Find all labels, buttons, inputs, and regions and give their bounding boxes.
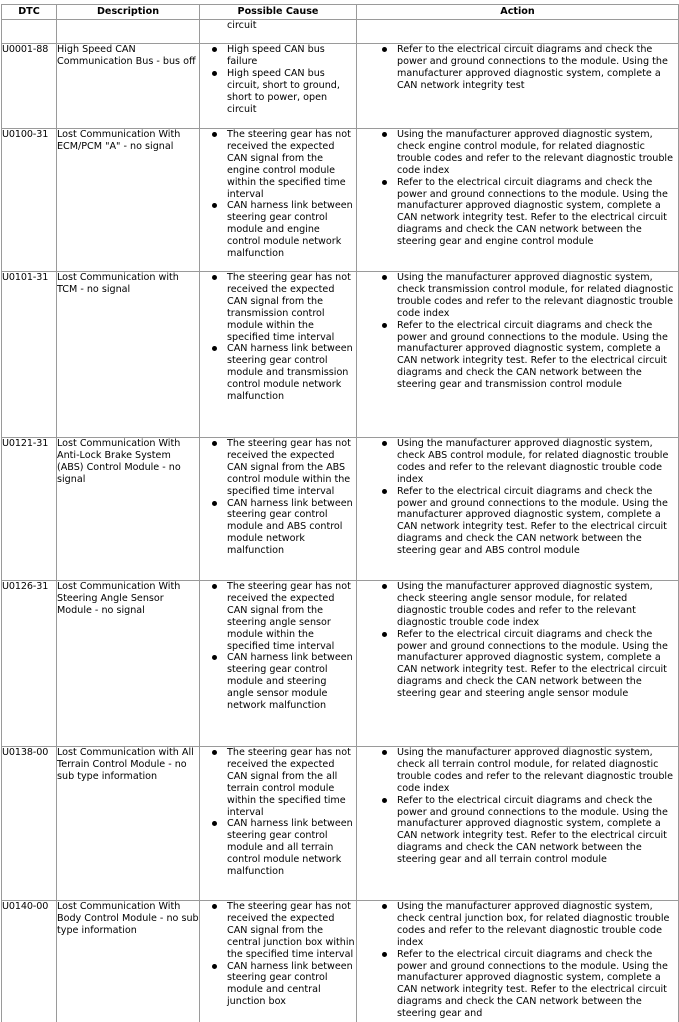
action-text: Refer to the electrical circuit diagrams and check the power and ground connections to the module. Using the manufacturer approved diagnostic system, complete a CAN network integrity test. Refer to the electrical circuit diagrams and check the CAN network between the steering gear and transmission control module — [397, 319, 668, 391]
continuation-action-cell — [357, 20, 679, 44]
action-text: Refer to the electrical circuit diagrams and check the power and ground connections to the module. Using the manufacturer approved diagnostic system, complete a CAN network integrity test. Refer to the electrical circuit diagrams and check the CAN network between the steering gear and steering angle sensor module — [397, 628, 668, 700]
header-row — [2, 5, 679, 20]
bullet-icon — [212, 71, 217, 76]
action-text: Using the manufacturer approved diagnostic system, check engine control module, for related diagnostic trouble codes and refer to the relevant diagnostic trouble code index — [397, 129, 673, 176]
possible-cause-item — [200, 272, 356, 343]
bullet-icon — [212, 584, 217, 589]
dtc-description: Lost Communication With ECM/PCM "A" - no signal — [57, 129, 200, 272]
bullet-icon — [212, 346, 217, 351]
header-action: Action — [357, 5, 679, 20]
dtc-code: U0140-00 — [2, 901, 57, 1022]
possible-cause-cell — [200, 44, 357, 129]
bullet-icon — [382, 441, 387, 446]
table-row — [2, 747, 679, 901]
bullet-icon — [382, 798, 387, 803]
table-row — [2, 44, 679, 129]
bullet-icon — [382, 47, 387, 52]
bullet-icon — [382, 275, 387, 280]
action-list — [357, 581, 678, 700]
action-text: Using the manufacturer approved diagnostic system, check transmission control module, for related diagnostic trouble codes and refer to the relevant diagnostic trouble code index — [397, 272, 674, 319]
possible-cause-text: The steering gear has not received the expected CAN signal from the ABS control module within the specified time interval — [227, 438, 351, 497]
possible-cause-item — [200, 747, 356, 818]
bullet-icon — [382, 952, 387, 957]
bullet-icon — [212, 501, 217, 506]
continuation-row — [2, 20, 679, 44]
possible-cause-list — [200, 747, 356, 878]
possible-cause-text: CAN harness link between steering gear control module and central junction box — [227, 960, 353, 1008]
table-row — [2, 272, 679, 438]
dtc-code: U0126-31 — [2, 581, 57, 747]
possible-cause-text: The steering gear has not received the expected CAN signal from the engine control module within the specified time interval — [227, 129, 351, 200]
action-item — [357, 795, 678, 866]
possible-cause-text: The steering gear has not received the expected CAN signal from the steering angle sensor module within the specified time interval — [227, 581, 351, 652]
action-cell — [357, 44, 679, 129]
bullet-icon — [212, 964, 217, 969]
action-list — [357, 901, 678, 1020]
possible-cause-item — [200, 498, 356, 558]
bullet-icon — [382, 489, 387, 494]
possible-cause-item — [200, 343, 356, 403]
continuation-description-cell — [57, 20, 200, 44]
dtc-code: U0138-00 — [2, 747, 57, 901]
header-dtc: DTC — [2, 5, 57, 20]
action-item — [357, 177, 678, 248]
possible-cause-cell — [200, 747, 357, 901]
action-item — [357, 949, 678, 1020]
possible-cause-item — [200, 818, 356, 878]
possible-cause-item — [200, 200, 356, 260]
possible-cause-cell — [200, 129, 357, 272]
dtc-description: Lost Communication With Body Control Module - no sub type information — [57, 901, 200, 1022]
bullet-icon — [212, 47, 217, 52]
action-item — [357, 44, 678, 92]
bullet-icon — [382, 584, 387, 589]
possible-cause-text: CAN harness link between steering gear control module and steering angle sensor module network malfunction — [227, 652, 353, 712]
action-text: Using the manufacturer approved diagnostic system, check ABS control module, for related diagnostic trouble codes and refer to the relevant diagnostic trouble code index — [397, 438, 669, 485]
header-description: Description — [57, 5, 200, 20]
possible-cause-list — [200, 901, 356, 1008]
possible-cause-list — [200, 438, 356, 557]
bullet-icon — [212, 275, 217, 280]
action-item — [357, 129, 678, 177]
possible-cause-cell — [200, 901, 357, 1022]
possible-cause-list — [200, 272, 356, 403]
possible-cause-text: CAN harness link between steering gear control module and transmission control module network malfunction — [227, 343, 353, 403]
action-item — [357, 747, 678, 795]
dtc-description: High Speed CAN Communication Bus - bus off — [57, 44, 200, 129]
action-item — [357, 901, 678, 949]
possible-cause-text: CAN harness link between steering gear control module and engine control module network malfunction — [227, 200, 353, 260]
possible-cause-text: CAN harness link between steering gear control module and all terrain control module network malfunction — [227, 818, 353, 878]
bullet-icon — [382, 323, 387, 328]
table-row — [2, 581, 679, 747]
dtc-code: U0100-31 — [2, 129, 57, 272]
dtc-description: Lost Communication with TCM - no signal — [57, 272, 200, 438]
bullet-icon — [212, 441, 217, 446]
action-cell — [357, 129, 679, 272]
bullet-icon — [212, 904, 217, 909]
action-list — [357, 272, 678, 391]
bullet-icon — [212, 821, 217, 826]
dtc-table — [1, 4, 679, 1022]
possible-cause-text: The steering gear has not received the expected CAN signal from the transmission control module within the specified time interval — [227, 272, 351, 343]
action-item — [357, 438, 678, 486]
possible-cause-item — [200, 901, 356, 961]
bullet-icon — [382, 632, 387, 637]
action-item — [357, 272, 678, 320]
action-text: Using the manufacturer approved diagnostic system, check central junction box, for related diagnostic trouble codes and refer to the relevant diagnostic trouble code index — [397, 901, 670, 948]
action-item — [357, 486, 678, 557]
bullet-icon — [212, 655, 217, 660]
dtc-rows — [2, 44, 679, 1022]
possible-cause-cell — [200, 438, 357, 581]
action-cell — [357, 747, 679, 901]
action-cell — [357, 272, 679, 438]
possible-cause-text: The steering gear has not received the expected CAN signal from the all terrain control module within the specified time interval — [227, 747, 351, 818]
possible-cause-text: The steering gear has not received the expected CAN signal from the central junction box within the specified time interval — [227, 901, 355, 960]
possible-cause-cell — [200, 581, 357, 747]
possible-cause-item — [200, 581, 356, 652]
action-cell — [357, 901, 679, 1022]
possible-cause-text: CAN harness link between steering gear control module and ABS control module network malfunction — [227, 497, 353, 557]
bullet-icon — [382, 904, 387, 909]
action-text: Refer to the electrical circuit diagrams and check the power and ground connections to the module. Using the manufacturer approved diagnostic system, complete a CAN network integrity test. Refer to the electrical circuit diagrams and check the CAN network between the steering gear and ABS control module — [397, 485, 668, 557]
action-text: Refer to the electrical circuit diagrams and check the power and ground connections to the module. Using the manufacturer approved diagnostic system, complete a CAN network integrity test. Refer to the electrical circuit diagrams and check the CAN network between the steering gear and all terrain control module — [397, 794, 668, 866]
action-item — [357, 629, 678, 700]
bullet-icon — [382, 750, 387, 755]
continuation-code-cell — [2, 20, 57, 44]
action-text: Refer to the electrical circuit diagrams and check the power and ground connections to the module. Using the manufacturer approved diagnostic system, complete a CAN network integrity test. Refer to the electrical circuit diagrams and check the CAN network between the steering gear and engine control module — [397, 176, 668, 248]
possible-cause-item — [200, 44, 356, 68]
dtc-description: Lost Communication with All Terrain Control Module - no sub type information — [57, 747, 200, 901]
action-list — [357, 438, 678, 557]
header-possible-cause: Possible Cause — [200, 5, 357, 20]
table-row — [2, 129, 679, 272]
possible-cause-list — [200, 129, 356, 260]
possible-cause-item — [200, 652, 356, 712]
action-text: Refer to the electrical circuit diagrams and check the power and ground connections to the module. Using the manufacturer approved diagnostic system, complete a CAN network integrity test. Refer to the electrical circuit diagrams and check the CAN network between the steering gear and — [397, 948, 668, 1020]
action-text: Using the manufacturer approved diagnostic system, check steering angle sensor module, for related diagnostic trouble codes and refer to the relevant diagnostic trouble code index — [397, 581, 653, 628]
action-list — [357, 129, 678, 248]
table-row — [2, 438, 679, 581]
bullet-icon — [212, 203, 217, 208]
possible-cause-cell — [200, 272, 357, 438]
action-cell — [357, 581, 679, 747]
action-text: Using the manufacturer approved diagnostic system, check all terrain control module, for related diagnostic trouble codes and refer to the relevant diagnostic trouble code index — [397, 747, 673, 794]
possible-cause-item — [200, 129, 356, 200]
dtc-description: Lost Communication With Anti-Lock Brake System (ABS) Control Module - no signal — [57, 438, 200, 581]
dtc-code: U0101-31 — [2, 272, 57, 438]
possible-cause-list — [200, 44, 356, 115]
possible-cause-list — [200, 581, 356, 712]
possible-cause-text: High speed CAN bus circuit, short to ground, short to power, open circuit — [227, 67, 340, 115]
action-list — [357, 747, 678, 866]
action-item — [357, 581, 678, 629]
dtc-description: Lost Communication With Steering Angle Sensor Module - no signal — [57, 581, 200, 747]
bullet-icon — [212, 750, 217, 755]
bullet-icon — [382, 132, 387, 137]
dtc-code: U0001-88 — [2, 44, 57, 129]
possible-cause-item — [200, 438, 356, 498]
dtc-code: U0121-31 — [2, 438, 57, 581]
possible-cause-item — [200, 68, 356, 116]
bullet-icon — [382, 180, 387, 185]
table-row — [2, 901, 679, 1022]
bullet-icon — [212, 132, 217, 137]
possible-cause-text: High speed CAN bus failure — [227, 44, 325, 67]
continuation-cause-cell — [200, 20, 357, 44]
possible-cause-item — [200, 961, 356, 1009]
action-item — [357, 320, 678, 391]
action-text: Refer to the electrical circuit diagrams and check the power and ground connections to the module. Using the manufacturer approved diagnostic system, complete a CAN network integrity test — [397, 44, 668, 91]
continued-cause-text: circuit — [227, 20, 257, 31]
action-list — [357, 44, 678, 92]
action-cell — [357, 438, 679, 581]
